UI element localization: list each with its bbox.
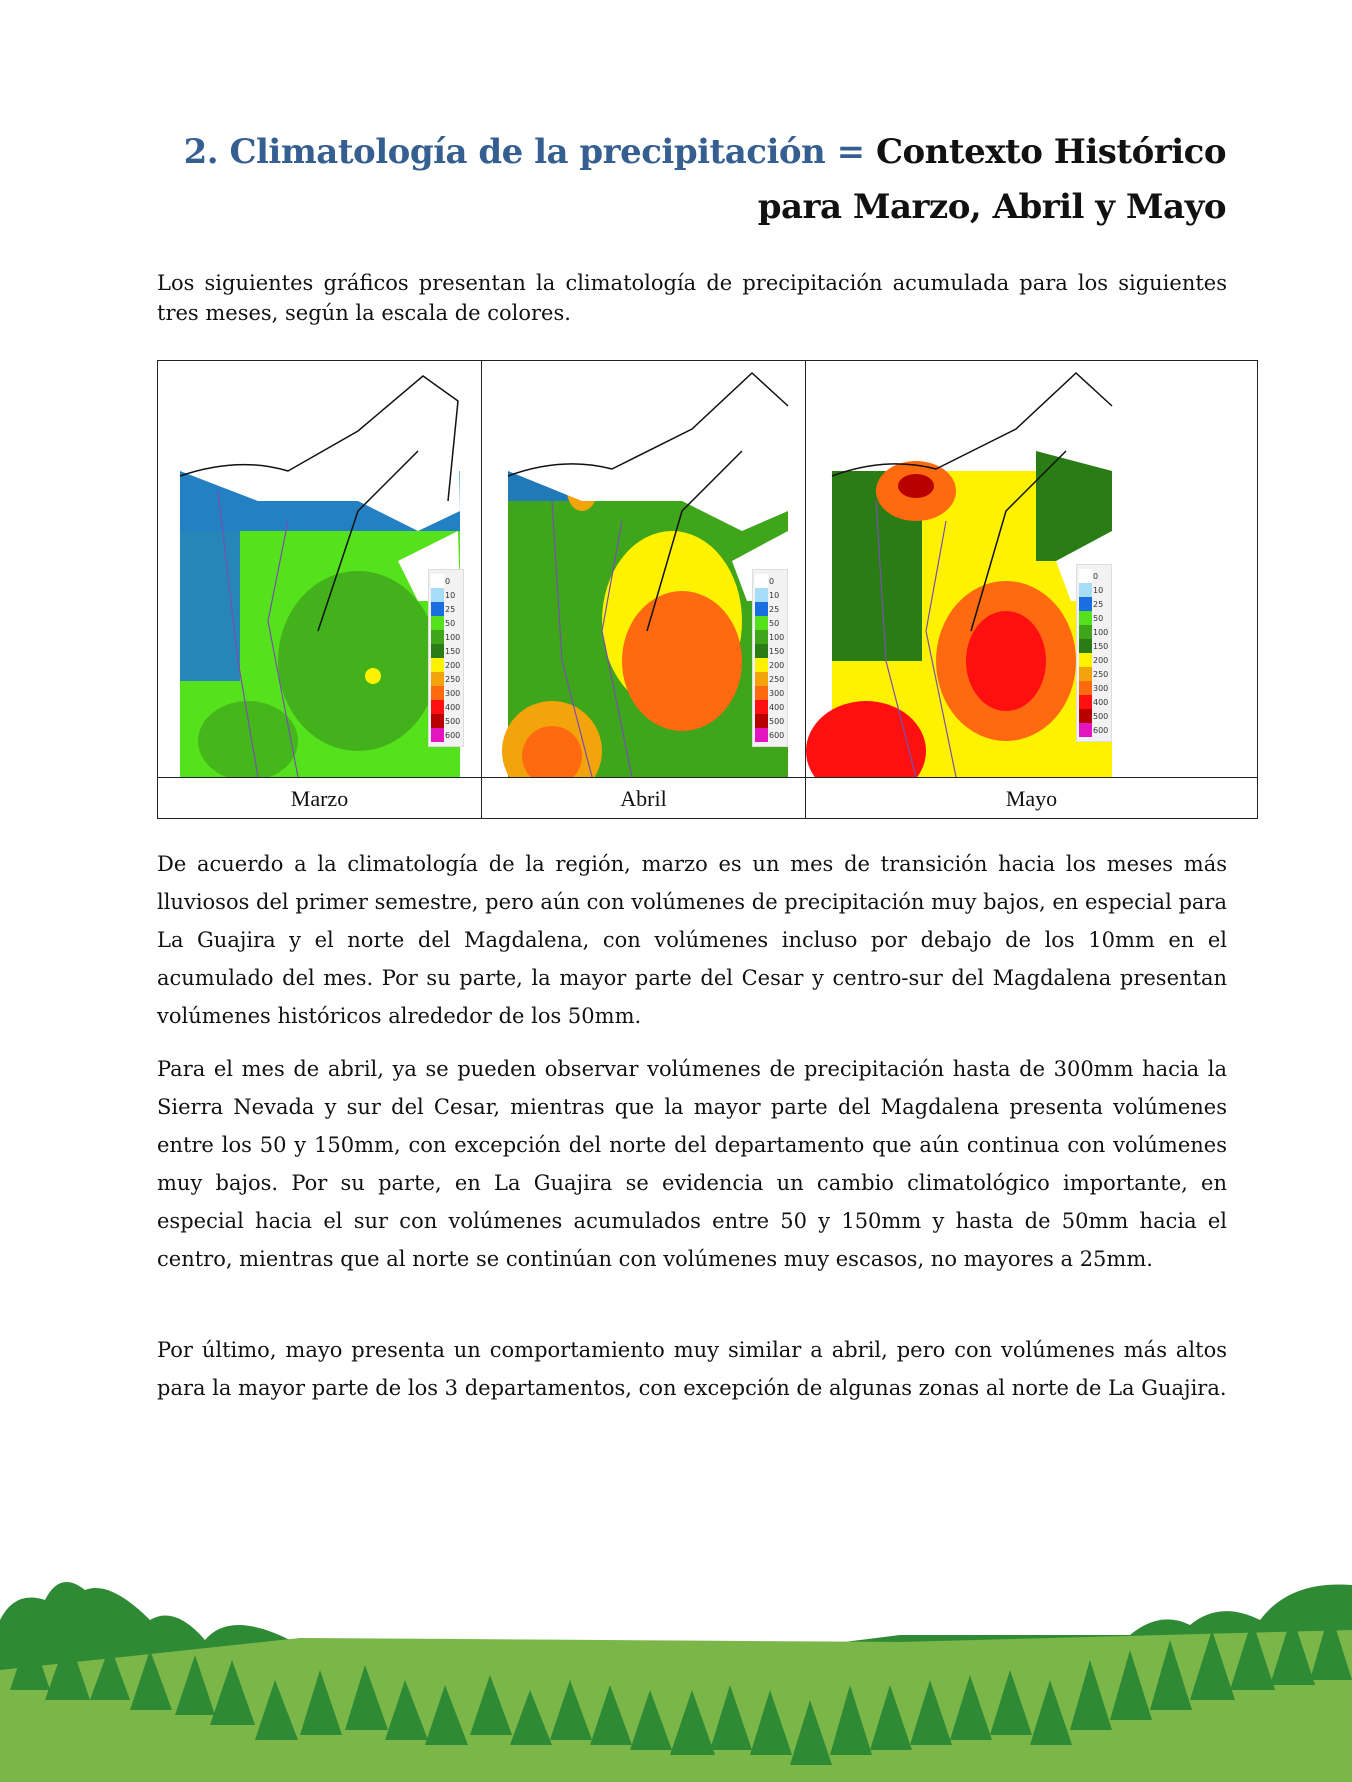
legend-label: 600	[1093, 725, 1109, 735]
legend-label: 100	[769, 632, 785, 642]
legend-swatch	[1079, 681, 1092, 695]
legend-swatch	[431, 602, 444, 616]
legend-swatch	[1079, 709, 1092, 723]
title-section: 2. Climatología de la precipitación =	[183, 132, 876, 172]
legend-label: 25	[1093, 599, 1104, 609]
legend-item	[431, 644, 461, 658]
legend-label: 10	[445, 590, 456, 600]
legend-label: 500	[445, 716, 461, 726]
title-months: para Marzo, Abril y Mayo	[757, 187, 1226, 227]
legend-label: 200	[445, 660, 461, 670]
legend-swatch	[431, 728, 444, 742]
legend-label: 300	[769, 688, 785, 698]
legend-item	[1079, 723, 1109, 737]
legend-swatch	[431, 700, 444, 714]
legend-label: 0	[769, 576, 775, 586]
legend-swatch	[1079, 597, 1092, 611]
caption-mayo: Mayo	[1005, 786, 1058, 811]
legend-item	[755, 658, 785, 672]
legend-item	[1079, 625, 1109, 639]
legend-item	[755, 630, 785, 644]
legend-item	[1079, 695, 1109, 709]
legend-swatch	[1079, 583, 1092, 597]
legend-label: 400	[1093, 697, 1109, 707]
legend-item	[431, 728, 461, 742]
legend-item	[431, 672, 461, 686]
legend-item	[431, 714, 461, 728]
legend-item	[755, 686, 785, 700]
legend-label: 10	[769, 590, 780, 600]
legend-swatch	[755, 728, 768, 742]
forest-landscape-decoration	[0, 1560, 1352, 1782]
caption-abril: Abril	[482, 778, 806, 819]
legend-label: 500	[769, 716, 785, 726]
legend-item	[431, 700, 461, 714]
legend-label: 150	[445, 646, 461, 656]
legend-swatch	[431, 574, 444, 588]
legend-swatch	[755, 574, 768, 588]
paragraph-marzo: De acuerdo a la climatología de la región, marzo es un mes de transición hacia los meses más lluviosos del primer semestre, pero aún con volúmenes de precipitación muy bajos, en especial para La Guajira y el norte del Magdalena, con volúmenes incluso por debajo de los 10mm en el acumulado del mes. Por su parte, la mayor parte del Cesar y centro-sur del Magdalena presentan volúmenes históricos alrededor de los 50mm.	[157, 852, 1227, 1028]
legend-label: 25	[445, 604, 456, 614]
legend-label: 400	[769, 702, 785, 712]
legend-label: 50	[769, 618, 780, 628]
legend-item	[431, 602, 461, 616]
intro-paragraph: Los siguientes gráficos presentan la climatología de precipitación acumulada para los siguientes tres meses, según la escala de colores.	[157, 271, 1227, 325]
legend-swatch	[1079, 625, 1092, 639]
paragraph-abril: Para el mes de abril, ya se pueden observar volúmenes de precipitación hasta de 300mm hacia la Sierra Nevada y sur del Cesar, mientras que la mayor parte del Magdalena presenta volúmenes entre los 50 y 150mm, con excepción del norte del departamento que aún continua con volúmenes muy bajos. Por su parte, en La Guajira se evidencia un cambio climatológico importante, en especial hacia el sur con volúmenes acumulados entre 50 y 150mm y hasta de 50mm hacia el centro, mientras que al norte se continúan con volúmenes muy escasos, no mayores a 25mm.	[157, 1057, 1227, 1271]
legend-item	[1079, 569, 1109, 583]
legend-item	[1079, 611, 1109, 625]
legend-label: 25	[769, 604, 780, 614]
legend-swatch	[1079, 723, 1092, 737]
legend-item	[755, 714, 785, 728]
legend-swatch	[755, 714, 768, 728]
legend-swatch	[755, 672, 768, 686]
page-title	[184, 125, 1226, 235]
legend-item	[1079, 653, 1109, 667]
legend-swatch	[755, 644, 768, 658]
legend-item	[1079, 639, 1109, 653]
map-mayo	[806, 361, 1257, 777]
legend-label: 10	[1093, 585, 1104, 595]
legend-swatch	[755, 658, 768, 672]
legend-item	[755, 574, 785, 588]
legend-label: 250	[769, 674, 785, 684]
legend-swatch	[431, 714, 444, 728]
legend-swatch	[1079, 653, 1092, 667]
legend-label: 600	[445, 730, 461, 740]
legend-item	[755, 644, 785, 658]
legend-swatch	[431, 658, 444, 672]
legend-swatch	[1079, 569, 1092, 583]
legend-swatch	[431, 630, 444, 644]
legend-swatch	[431, 588, 444, 602]
legend-item	[431, 616, 461, 630]
legend-swatch	[755, 588, 768, 602]
legend-label: 50	[1093, 613, 1104, 623]
legend-swatch	[755, 630, 768, 644]
legend-label: 500	[1093, 711, 1109, 721]
legend-label: 250	[1093, 669, 1109, 679]
captions-row	[158, 777, 1257, 819]
legend-item	[431, 588, 461, 602]
legend-item	[755, 616, 785, 630]
legend-label: 50	[445, 618, 456, 628]
legend-item	[755, 672, 785, 686]
legend-label: 200	[1093, 655, 1109, 665]
legend-swatch	[1079, 611, 1092, 625]
legend-item	[431, 630, 461, 644]
legend-label: 150	[1093, 641, 1109, 651]
legend-item	[1079, 667, 1109, 681]
legend-label: 0	[445, 576, 451, 586]
legend-label: 200	[769, 660, 785, 670]
legend-swatch	[1079, 639, 1092, 653]
legend-swatch	[431, 686, 444, 700]
color-scale-legend-mayo	[1076, 564, 1112, 742]
legend-label: 300	[445, 688, 461, 698]
legend-swatch	[755, 616, 768, 630]
legend-item	[431, 658, 461, 672]
legend-item	[1079, 583, 1109, 597]
legend-item	[1079, 709, 1109, 723]
legend-swatch	[755, 602, 768, 616]
legend-label: 300	[1093, 683, 1109, 693]
legend-swatch	[755, 700, 768, 714]
legend-label: 250	[445, 674, 461, 684]
paragraph-mayo: Por último, mayo presenta un comportamiento muy similar a abril, pero con volúmenes más altos para la mayor parte de los 3 departamentos, con excepción de algunas zonas al norte de La Guajira.	[157, 1338, 1227, 1400]
legend-item	[431, 686, 461, 700]
legend-item	[755, 588, 785, 602]
legend-label: 600	[769, 730, 785, 740]
legend-swatch	[431, 672, 444, 686]
legend-item	[1079, 597, 1109, 611]
legend-swatch	[755, 686, 768, 700]
legend-swatch	[431, 616, 444, 630]
legend-label: 100	[1093, 627, 1109, 637]
title-context: Contexto Histórico	[875, 132, 1226, 172]
color-scale-legend-abril	[752, 569, 788, 747]
legend-label: 0	[1093, 571, 1099, 581]
legend-label: 400	[445, 702, 461, 712]
legend-item	[755, 602, 785, 616]
legend-label: 100	[445, 632, 461, 642]
caption-marzo: Marzo	[158, 778, 482, 819]
legend-item	[431, 574, 461, 588]
legend-item	[755, 700, 785, 714]
precipitation-maps-table	[157, 360, 1258, 819]
legend-item	[755, 728, 785, 742]
legend-swatch	[431, 644, 444, 658]
color-scale-legend-marzo	[428, 569, 464, 747]
legend-swatch	[1079, 667, 1092, 681]
legend-item	[1079, 681, 1109, 695]
legend-swatch	[1079, 695, 1092, 709]
legend-label: 150	[769, 646, 785, 656]
